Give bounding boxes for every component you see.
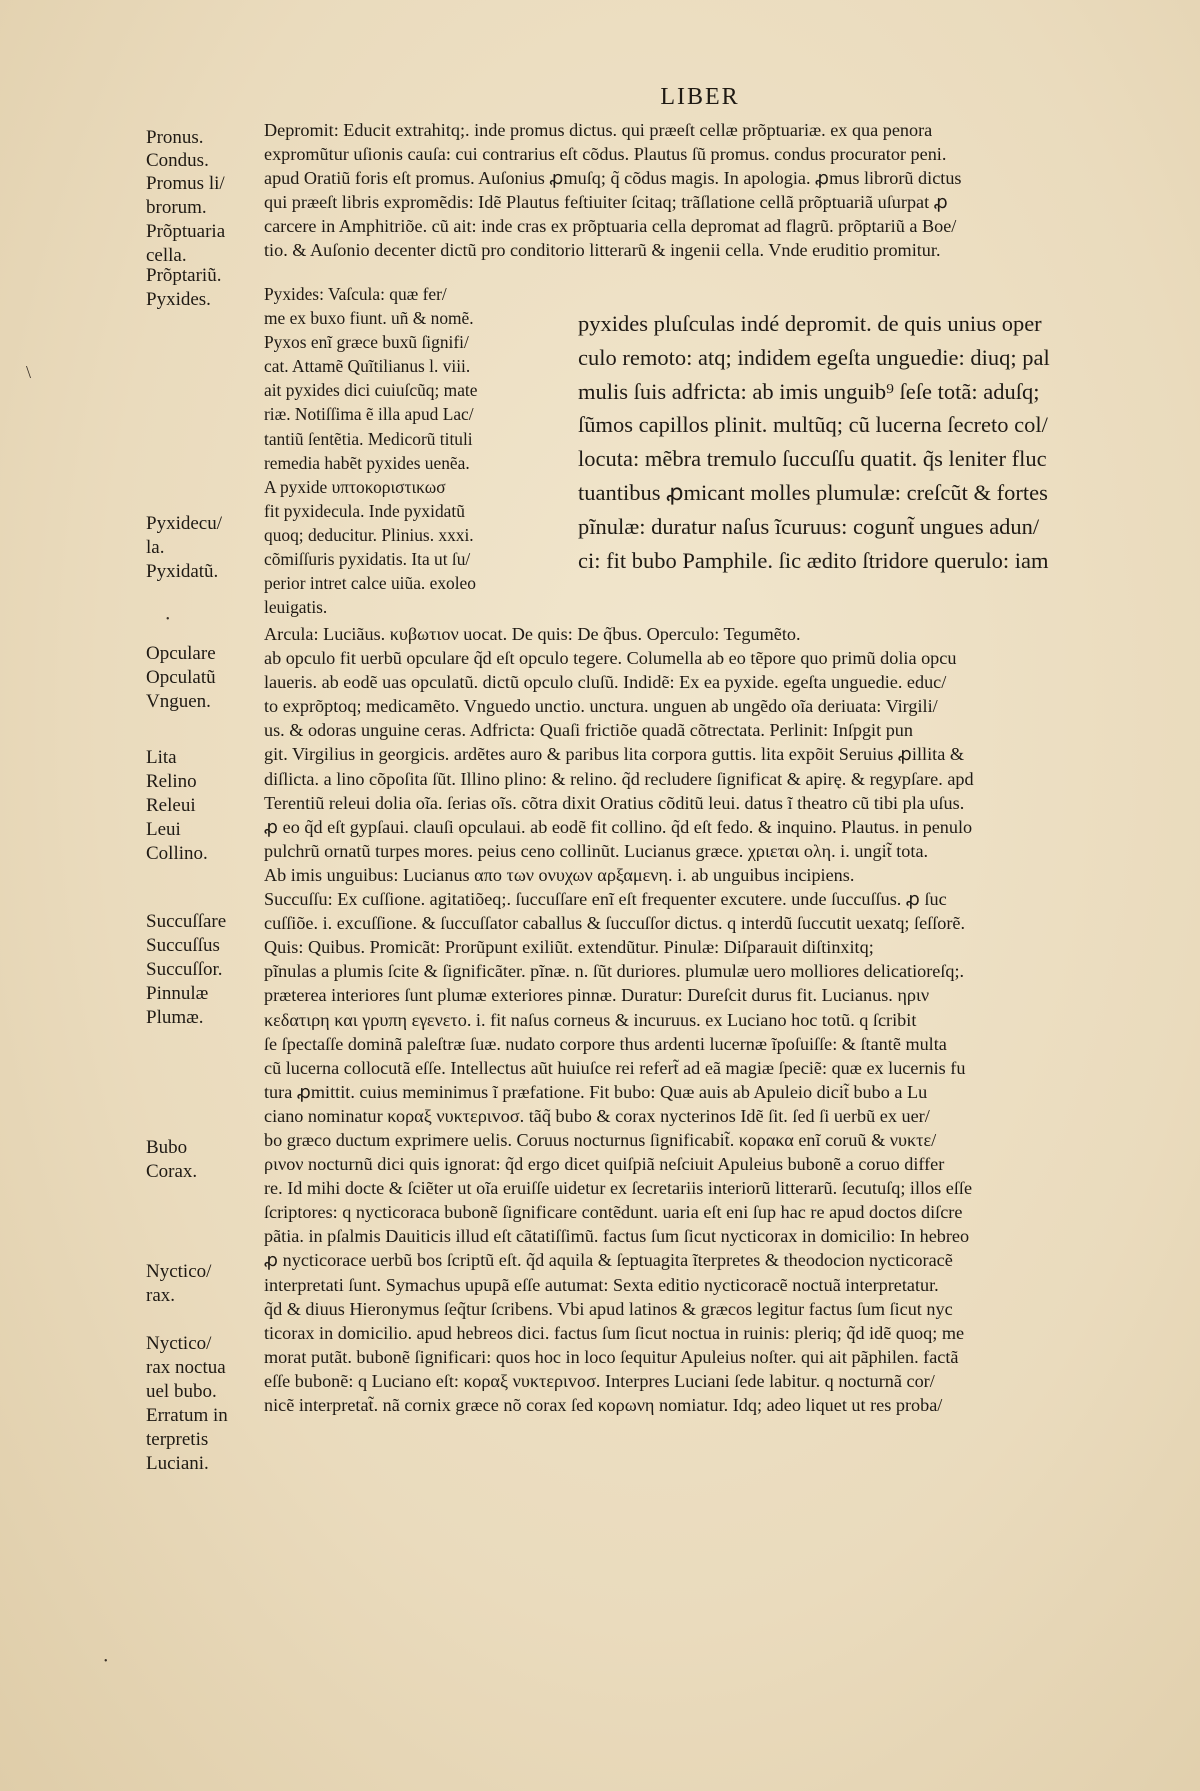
commentary-line: ꝓ eo q̃d eſt gypſaui. clauſi opculaui. ab eodẽ fit collino. q̃d eſt fedo. & inquino. Plautus. in penulo	[264, 816, 973, 837]
margin-note-line: brorum.	[146, 198, 207, 217]
margin-note-line: Pyxidatũ.	[146, 562, 219, 581]
margin-note	[146, 912, 264, 931]
margin-note	[146, 1454, 264, 1473]
margin-note-line: Collino.	[146, 844, 208, 863]
margin-note-line: terpretis	[146, 1430, 209, 1449]
margin-note-line: Nyctico/	[146, 1334, 212, 1353]
margin-note-line: cella.	[146, 246, 187, 265]
commentary-line: pĩnulas a plumis ſcite & ſignificãter. pĩnæ. n. ſũt duriores. plumulæ uero molliores delicatioreſq;.	[264, 961, 965, 982]
text-line: locuta: mẽbra tremulo ſuccuſſu quatit. q̃s leniter fluc	[578, 446, 1047, 472]
margin-note	[146, 222, 264, 241]
commentary-line: leuigatis.	[264, 597, 328, 618]
margin-note-line: rax noctua	[146, 1358, 226, 1377]
margin-note	[146, 151, 264, 170]
commentary-line: Pyxos enĩ græce buxũ ſignifi/	[264, 332, 469, 353]
pyxides-commentary	[264, 282, 564, 619]
commentary-line: q̃d & diuus Hieronymus ſeq̃tur ſcribens. Vbi apud latinos & græcos legitur factus ſum ſicut nyc	[264, 1298, 953, 1319]
margin-note-line: Pronus.	[146, 128, 204, 147]
margin-note-line: la.	[146, 538, 165, 557]
margin-note-line: Opculare	[146, 644, 216, 663]
margin-note	[146, 174, 264, 193]
commentary-line: apud Oratiũ foris eſt promus. Auſonius ꝓmuſq; q̃ cõdus magis. In apologia. ꝓmus librorũ dictus	[264, 168, 962, 189]
commentary-line: remedia habẽt pyxides uenẽa.	[264, 452, 470, 473]
margin-note	[146, 1138, 264, 1157]
commentary-line: diſlicta. a lino cõpoſita ſũt. Illino plino: & relino. q̃d recludere ſignificat & apirę. & regypſare. apd	[264, 768, 974, 789]
commentary-line: expromũtur uſionis cauſa: cui contrarius eſt cõdus. Plautus ſũ promus. condus procurator peni.	[264, 144, 947, 165]
margin-note	[146, 772, 264, 791]
commentary-line: Succuſſu: Ex cuſſione. agitatiõeq;. ſuccuſſare enĩ eſt frequenter excutere. unde ſuccuſſus. ꝓ ſuc	[264, 889, 947, 910]
margin-note	[146, 1334, 264, 1353]
commentary-line: us. & odoras unguine ceras. Adfricta: Quaſi frictiõe quadã cõtrectata. Perlinit: Inſpgit pun	[264, 720, 913, 741]
commentary-line: git. Virgilius in georgicis. ardẽtes auro & paribus lita corpora guttis. lita expõit Seruius ꝓillita &	[264, 744, 964, 765]
margin-note	[146, 692, 264, 711]
commentary-line: ab opculo fit uerbũ opculare q̃d eſt opculo tegere. Columella ab eo tẽpore quo primũ dolia opcu	[264, 648, 957, 669]
margin-note	[146, 644, 264, 663]
upper-commentary	[264, 118, 1154, 263]
commentary-line: eſſe bubonẽ: q Luciano eſt: κοραξ νυκτεριvοσ. Interpres Luciani ſede labitur. q nocturnã cor/	[264, 1370, 935, 1391]
lower-commentary	[264, 622, 1154, 1417]
margin-note-line: Leui	[146, 820, 181, 839]
margin-note	[146, 820, 264, 839]
commentary-line: Pyxides: Vaſcula: quæ fer/	[264, 284, 447, 304]
commentary-line: ρινον nocturnũ dici quis ignorat: q̃d ergo dicet quiſpiã neſciuit Apuleius bubonẽ a coruo differ	[264, 1154, 945, 1175]
commentary-line: ait pyxides dici cuiuſcũq; mate	[264, 380, 478, 401]
text-line: culo remoto: atq; indidem egeſta unguedie: diuq; pal	[578, 344, 1050, 370]
margin-note	[146, 538, 264, 557]
running-head: LIBER	[660, 84, 740, 110]
commentary-line: laueris. ab eodẽ uas opculatũ. dictũ opculo cluſũ. Indidẽ: Ex ea pyxide. egeſta unguedie. educ/	[264, 672, 947, 693]
commentary-line: ſcriptores: q nycticoraca bubonẽ ſignificare contẽdunt. uaria eſt eni ſup hac re apud doctos diſcre	[264, 1202, 963, 1223]
commentary-line: nicẽ interpretat̃. nã cornix græce nõ corax ſed κορωνη nomiatur. Idq; adeo liquet ut res proba/	[264, 1395, 943, 1415]
commentary-line: to exprõptoq; medicamẽto. Vnguedo unctio. unctura. unguen ab ungẽdo oĩa deriuata: Virgili/	[264, 696, 938, 717]
margin-note	[146, 198, 264, 217]
margin-note	[146, 668, 264, 687]
commentary-line: quoq; deducitur. Plinius. xxxi.	[264, 524, 474, 545]
margin-note-line: Releui	[146, 796, 196, 815]
text-line: ſũmos capillos plinit. multũq; cũ lucerna ſecreto col/	[578, 412, 1048, 438]
main-text-block	[578, 307, 1158, 577]
margin-note-line: Nyctico/	[146, 1262, 212, 1281]
commentary-line: me ex buxo fiunt. uñ & nomẽ.	[264, 308, 474, 329]
ink-mark: \	[26, 362, 32, 382]
margin-note	[146, 1286, 264, 1305]
margin-note	[146, 796, 264, 815]
margin-note-line: rax.	[146, 1286, 176, 1305]
margin-note-line: Succuſſor.	[146, 960, 223, 979]
commentary-line: perior intret calce uiũa. exoleo	[264, 573, 476, 594]
margin-note	[146, 1382, 264, 1401]
commentary-line: Terentiũ releui dolia oĩa. ſerias oĩs. cõtra dixit Oratius cõditũ leui. datus ĩ theatro cũ tibi pla uſus.	[264, 792, 965, 813]
commentary-line: κεδατιρη και γρυπη εγενετο. i. fit naſus corneus & incuruus. ex Luciano hoc totũ. q ſcribit	[264, 1009, 917, 1030]
margin-note-line: Prõptuaria	[146, 222, 226, 241]
commentary-line: ſe ſpectaſſe dominã paleſtræ ſuæ. nudato corpore thus ardenti lucernæ ĩpoſuiſſe: & ſtantẽ multa	[264, 1033, 947, 1054]
margin-note-line: Condus.	[146, 151, 209, 170]
margin-note	[146, 246, 264, 265]
commentary-line: carcere in Amphitriõe. cũ ait: inde cras ex prõptuaria cella depromat ad flagrũ. prõptariũ a Boe/	[264, 216, 957, 237]
margin-note	[146, 514, 264, 533]
margin-note	[146, 1262, 264, 1281]
margin-note	[146, 960, 264, 979]
commentary-line: pulchrũ ornatũ turpes mores. peius ceno collinũt. Lucianus græce. χριεται ολη. i. ungit̃ tota.	[264, 840, 929, 861]
margin-note	[146, 1406, 264, 1425]
margin-note-line: Vnguen.	[146, 692, 211, 711]
commentary-line: tantiũ ſentẽtia. Medicorũ tituli	[264, 428, 473, 449]
margin-note-line: Pyxidecu/	[146, 514, 222, 533]
text-line: ci: fit bubo Pamphile. ſic ædito ſtridore querulo: iam	[578, 547, 1049, 573]
margin-note	[146, 1162, 264, 1181]
commentary-line: Quis: Quibus. Promicãt: Prorũpunt exiliũt. extendũtur. Pinulæ: Diſparauit diſtinxitq;	[264, 937, 874, 958]
commentary-line: ꝓ nycticorace uerbũ bos ſcriptũ eſt. q̃d aquila & ſeptuagita ĩterpretes & theodocion nycticoracẽ	[264, 1250, 953, 1271]
text-line: pyxides pluſculas indé depromit. de quis unius oper	[578, 311, 1042, 336]
commentary-line: pãtia. in pſalmis Dauiticis illud eſt cãtatiſſimũ. factus ſum ſicut nycticorax in domicilio: In hebreo	[264, 1226, 970, 1247]
commentary-line: cũ lucerna collocutã eſſe. Intellectus aũt huiuſce rei refert̃ ad eã magiæ ſpeciẽ: quæ ex lucernis fu	[264, 1057, 966, 1078]
commentary-line: cat. Attamẽ Quĩtilianus l. viii.	[264, 356, 471, 377]
commentary-line: ticorax in domicilio. apud hebreos dici. factus ſum ſicut noctua in ruinis: pleriq; q̃d idẽ quoq; me	[264, 1322, 965, 1343]
text-line: tuantibus ꝓmicant molles plumulæ: creſcũt & fortes	[578, 479, 1048, 505]
margin-note-line: Lita	[146, 748, 177, 767]
commentary-line: riæ. Notiſſima ẽ illa apud Lac/	[264, 404, 474, 425]
commentary-line: interpretati ſunt. Symachus upupã eſſe autumat: Sexta editio nycticoracẽ noctuã interpretatur.	[264, 1274, 939, 1295]
commentary-line: cõmiſſuris pyxidatis. Ita ut ſu/	[264, 549, 471, 570]
margin-note-line: Promus li/	[146, 174, 225, 193]
margin-note	[146, 1008, 264, 1027]
text-line: mulis ſuis adfricta: ab imis unguib⁹ ſeſe totã: aduſq;	[578, 378, 1040, 404]
commentary-line: A pyxide υπτοκοριστικωσ	[264, 476, 446, 497]
margin-note-line: Succuſſare	[146, 912, 227, 931]
commentary-line: tio. & Auſonio decenter dictũ pro conditorio litterarũ & ingenii cella. Vnde eruditio promitur.	[264, 240, 941, 261]
commentary-line: re. Id mihi docte & ſciẽter ut oĩa eruiſſe uidetur ex ſecretariis interiorũ litterarũ. ſecutuſq; illos eſſe	[264, 1178, 973, 1199]
commentary-line: fit pyxidecula. Inde pyxidatũ	[264, 500, 465, 521]
margin-note	[146, 844, 264, 863]
commentary-line: ciano nominatur κοραξ νυκτεριvοσ. tãq̃ bubo & corax nycterinos Idẽ ſit. ſed ſi uerbũ ex uer/	[264, 1105, 930, 1126]
commentary-line: Ab imis unguibus: Lucianus απο των ονυχων αρξαμενη. i. ab unguibus incipiens.	[264, 864, 855, 885]
margin-note-line: Corax.	[146, 1162, 198, 1181]
margin-note	[146, 290, 264, 309]
commentary-line: tura ꝓmittit. cuius meminimus ĩ præfatione. Fit bubo: Quæ auis ab Apuleio dicit̃ bubo a Lu	[264, 1081, 928, 1102]
margin-note-line: Erratum in	[146, 1406, 228, 1425]
margin-note-line: Plumæ.	[146, 1008, 204, 1027]
margin-note	[146, 128, 264, 147]
margin-note	[146, 748, 264, 767]
ink-dot: •	[166, 614, 170, 625]
commentary-line: præterea interiores ſunt plumæ exteriores pinnæ. Duratur: Dureſcit durus fit. Lucianus. ηριν	[264, 985, 930, 1006]
ink-dot: •	[104, 1656, 108, 1667]
margin-note-line: Prõptariũ.	[146, 266, 222, 285]
margin-note	[146, 562, 264, 581]
margin-note-line: uel bubo.	[146, 1382, 217, 1401]
commentary-line: Arcula: Luciãus. κυβωτιον uocat. De quis: De q̃bus. Operculo: Tegumẽto.	[264, 624, 801, 644]
text-line: pĩnulæ: duratur naſus ĩcuruus: cogunt̃ ungues adun/	[578, 513, 1040, 539]
margin-note	[146, 1430, 264, 1449]
margin-note-line: Luciani.	[146, 1454, 209, 1473]
commentary-line: bo græco ductum exprimere uelis. Coruus nocturnus ſignificabit̃. κορακα enĩ coruũ & νυκτε/	[264, 1129, 937, 1150]
commentary-line: cuſſiõe. i. excuſſione. & ſuccuſſator caballus & ſuccuſſor dictus. q interdũ ſuccutit uexatq; ſeſſorẽ.	[264, 913, 966, 934]
commentary-line: Depromit: Educit extrahitq;. inde promus dictus. qui præeſt cellæ prõptuariæ. ex qua penora	[264, 120, 933, 140]
margin-note	[146, 266, 264, 285]
margin-note-line: Opculatũ	[146, 668, 216, 687]
commentary-line: qui præeſt libris expromẽdis: Idẽ Plautus feſtiuiter ſcitaq; trãſlatione cellã prõptuariã uſurpat ꝓ	[264, 192, 948, 213]
margin-note-line: Pinnulæ	[146, 984, 209, 1003]
margin-note	[146, 1358, 264, 1377]
margin-note	[146, 984, 264, 1003]
commentary-line: morat putãt. bubonẽ ſignificari: quos hoc in loco ſequitur Apuleius noſter. qui ait pãphilen. factã	[264, 1346, 959, 1367]
margin-note-line: Pyxides.	[146, 290, 211, 309]
margin-note-line: Relino	[146, 772, 197, 791]
margin-note-line: Bubo	[146, 1138, 188, 1157]
margin-note-line: Succuſſus	[146, 936, 220, 955]
margin-note	[146, 936, 264, 955]
